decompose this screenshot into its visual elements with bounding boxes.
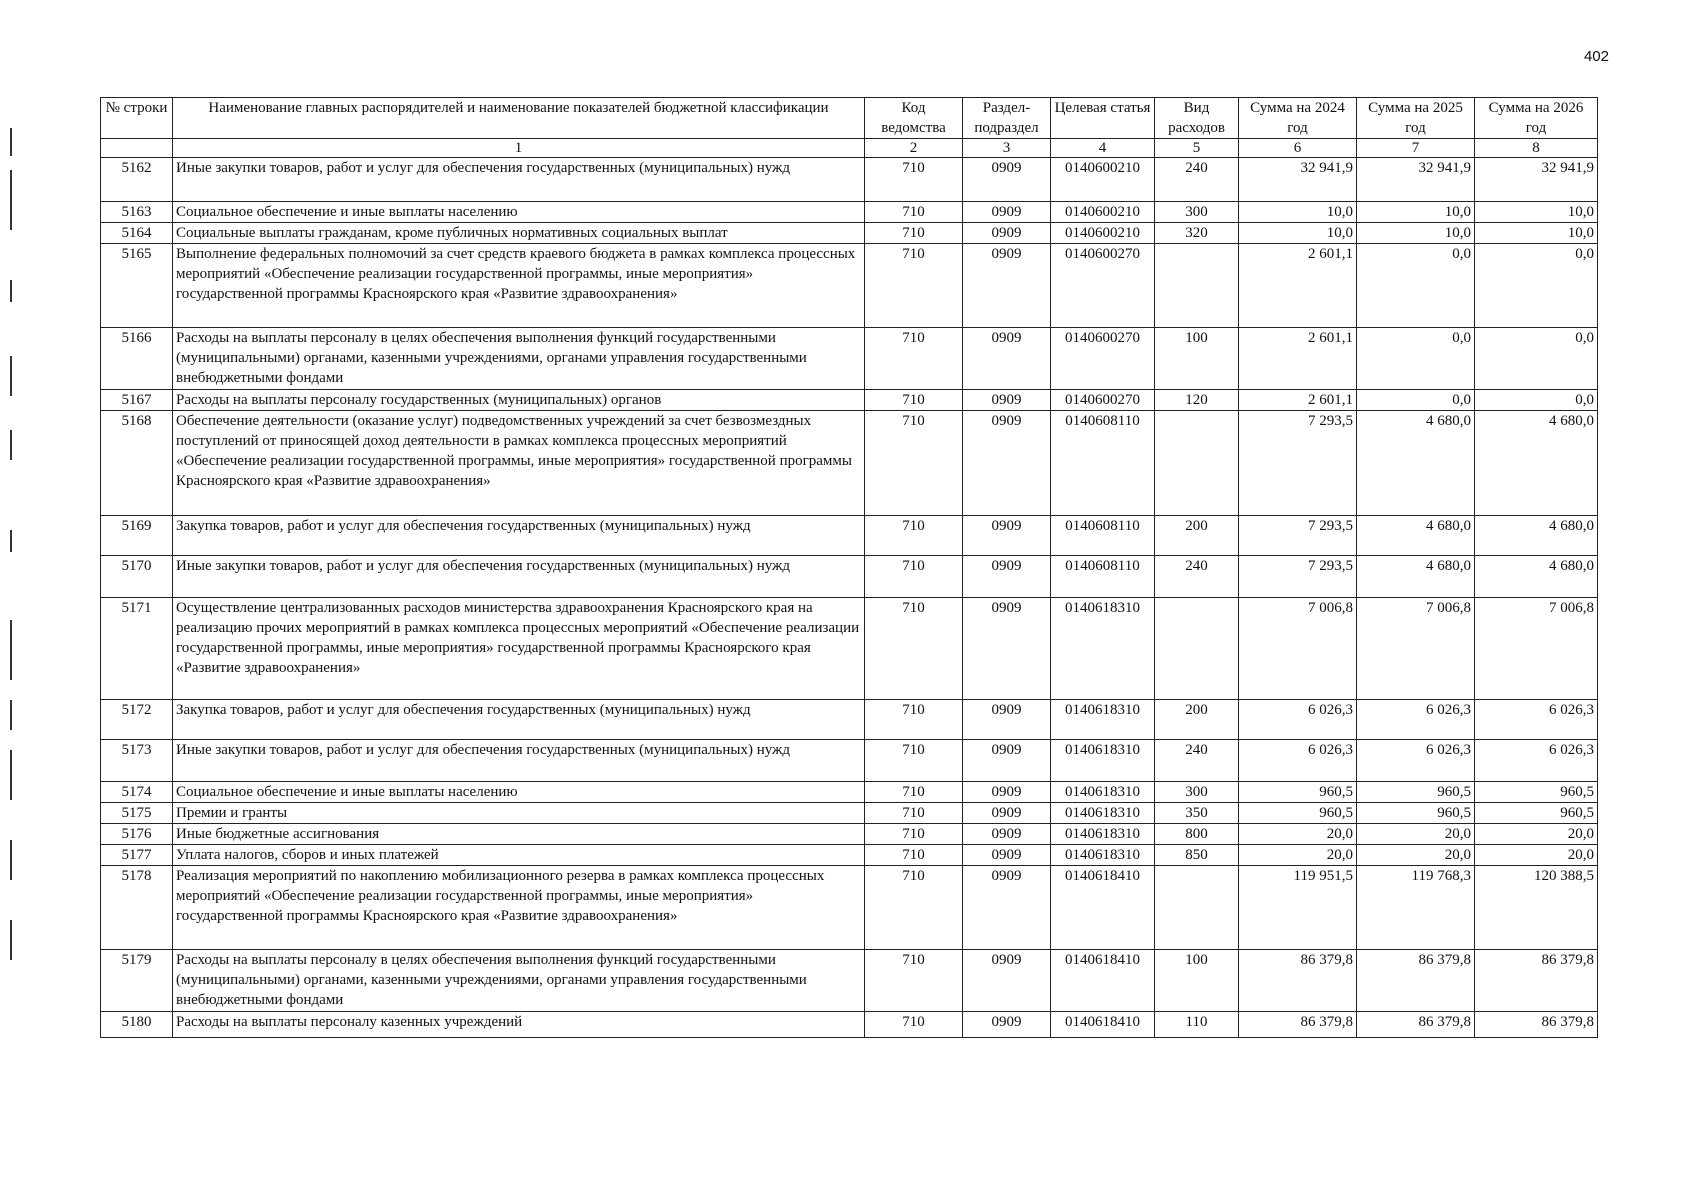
table-row bbox=[101, 824, 1598, 845]
row-target: 0140618310 bbox=[1051, 598, 1155, 700]
row-name: Закупка товаров, работ и услуг для обеспечения государственных (муниципальных) нужд bbox=[173, 700, 865, 740]
row-sum-2025: 119 768,3 bbox=[1357, 866, 1475, 950]
row-dept-code: 710 bbox=[865, 824, 963, 845]
row-number: 5170 bbox=[101, 556, 173, 598]
row-dept-code: 710 bbox=[865, 411, 963, 516]
row-expense-type: 300 bbox=[1155, 202, 1239, 223]
row-number: 5172 bbox=[101, 700, 173, 740]
table-row bbox=[101, 700, 1598, 740]
row-number: 5175 bbox=[101, 803, 173, 824]
row-number: 5173 bbox=[101, 740, 173, 782]
column-index: 7 bbox=[1357, 139, 1475, 158]
row-sum-2026: 960,5 bbox=[1475, 803, 1598, 824]
row-name: Расходы на выплаты персоналу казенных учреждений bbox=[173, 1012, 865, 1038]
row-sum-2026: 960,5 bbox=[1475, 782, 1598, 803]
row-dept-code: 710 bbox=[865, 803, 963, 824]
row-dept-code: 710 bbox=[865, 700, 963, 740]
row-target: 0140618410 bbox=[1051, 950, 1155, 1012]
row-section: 0909 bbox=[963, 782, 1051, 803]
column-index: 8 bbox=[1475, 139, 1598, 158]
row-section: 0909 bbox=[963, 824, 1051, 845]
row-number: 5177 bbox=[101, 845, 173, 866]
row-expense-type bbox=[1155, 866, 1239, 950]
row-expense-type: 300 bbox=[1155, 782, 1239, 803]
row-expense-type: 240 bbox=[1155, 556, 1239, 598]
row-sum-2024: 6 026,3 bbox=[1239, 700, 1357, 740]
row-section: 0909 bbox=[963, 158, 1051, 202]
row-target: 0140618310 bbox=[1051, 700, 1155, 740]
row-dept-code: 710 bbox=[865, 244, 963, 328]
row-name: Реализация мероприятий по накоплению мобилизационного резерва в рамках комплекса процессных мероприятий «Обеспечение реализации государственной программы, иные мероприятия» государственной программы Красноярского края «Развитие здравоохранения» bbox=[173, 866, 865, 950]
row-name: Осуществление централизованных расходов министерства здравоохранения Красноярского края на реализацию прочих мероприятий в рамках комплекса процессных мероприятий «Обеспечение реализации государственной программы, иные мероприятия» государственной программы Красноярского края «Развитие здравоохранения» bbox=[173, 598, 865, 700]
row-sum-2024: 7 293,5 bbox=[1239, 556, 1357, 598]
scan-edge-mark bbox=[10, 840, 12, 880]
row-expense-type: 200 bbox=[1155, 516, 1239, 556]
row-sum-2025: 86 379,8 bbox=[1357, 1012, 1475, 1038]
table-row bbox=[101, 202, 1598, 223]
row-section: 0909 bbox=[963, 244, 1051, 328]
row-sum-2025: 7 006,8 bbox=[1357, 598, 1475, 700]
header-expense-type: Вид расходов bbox=[1155, 98, 1239, 139]
row-dept-code: 710 bbox=[865, 740, 963, 782]
column-index-row bbox=[101, 139, 1598, 158]
table-body bbox=[101, 158, 1598, 1038]
column-index-blank bbox=[101, 139, 173, 158]
row-dept-code: 710 bbox=[865, 556, 963, 598]
row-sum-2025: 960,5 bbox=[1357, 803, 1475, 824]
row-sum-2026: 86 379,8 bbox=[1475, 1012, 1598, 1038]
page-number: 402 bbox=[1583, 48, 1609, 65]
header-dept-code: Код ведомства bbox=[865, 98, 963, 139]
table-row bbox=[101, 782, 1598, 803]
row-sum-2026: 10,0 bbox=[1475, 202, 1598, 223]
row-sum-2024: 960,5 bbox=[1239, 803, 1357, 824]
row-section: 0909 bbox=[963, 390, 1051, 411]
row-number: 5164 bbox=[101, 223, 173, 244]
row-name: Расходы на выплаты персоналу в целях обеспечения выполнения функций государственными (муниципальными) органами, казенными учреждениями, органами управления государственными внебюджетными фондами bbox=[173, 950, 865, 1012]
header-target: Целевая статья bbox=[1051, 98, 1155, 139]
row-sum-2024: 119 951,5 bbox=[1239, 866, 1357, 950]
row-sum-2024: 86 379,8 bbox=[1239, 1012, 1357, 1038]
row-target: 0140608110 bbox=[1051, 516, 1155, 556]
row-sum-2024: 86 379,8 bbox=[1239, 950, 1357, 1012]
table-row bbox=[101, 803, 1598, 824]
row-sum-2026: 20,0 bbox=[1475, 824, 1598, 845]
row-target: 0140600270 bbox=[1051, 328, 1155, 390]
row-sum-2025: 0,0 bbox=[1357, 244, 1475, 328]
row-section: 0909 bbox=[963, 1012, 1051, 1038]
row-sum-2024: 7 293,5 bbox=[1239, 516, 1357, 556]
row-target: 0140618410 bbox=[1051, 1012, 1155, 1038]
scan-edge-mark bbox=[10, 128, 12, 156]
scan-edge-mark bbox=[10, 356, 12, 396]
row-expense-type: 200 bbox=[1155, 700, 1239, 740]
row-target: 0140608110 bbox=[1051, 411, 1155, 516]
row-sum-2025: 4 680,0 bbox=[1357, 556, 1475, 598]
row-target: 0140618310 bbox=[1051, 740, 1155, 782]
row-target: 0140618310 bbox=[1051, 803, 1155, 824]
row-number: 5176 bbox=[101, 824, 173, 845]
header-sum-2024: Сумма на 2024 год bbox=[1239, 98, 1357, 139]
row-section: 0909 bbox=[963, 845, 1051, 866]
row-section: 0909 bbox=[963, 598, 1051, 700]
row-sum-2025: 0,0 bbox=[1357, 328, 1475, 390]
scan-edge-mark bbox=[10, 700, 12, 730]
row-sum-2025: 10,0 bbox=[1357, 202, 1475, 223]
row-sum-2024: 7 293,5 bbox=[1239, 411, 1357, 516]
row-section: 0909 bbox=[963, 223, 1051, 244]
row-name: Уплата налогов, сборов и иных платежей bbox=[173, 845, 865, 866]
row-sum-2026: 10,0 bbox=[1475, 223, 1598, 244]
row-name: Расходы на выплаты персоналу государственных (муниципальных) органов bbox=[173, 390, 865, 411]
row-number: 5169 bbox=[101, 516, 173, 556]
table-row bbox=[101, 328, 1598, 390]
column-index: 3 bbox=[963, 139, 1051, 158]
row-sum-2025: 20,0 bbox=[1357, 824, 1475, 845]
table-row bbox=[101, 556, 1598, 598]
row-sum-2026: 4 680,0 bbox=[1475, 516, 1598, 556]
row-number: 5167 bbox=[101, 390, 173, 411]
row-sum-2026: 0,0 bbox=[1475, 328, 1598, 390]
row-sum-2026: 32 941,9 bbox=[1475, 158, 1598, 202]
row-sum-2025: 20,0 bbox=[1357, 845, 1475, 866]
row-name: Иные закупки товаров, работ и услуг для обеспечения государственных (муниципальных) нужд bbox=[173, 158, 865, 202]
row-target: 0140618310 bbox=[1051, 824, 1155, 845]
row-target: 0140608110 bbox=[1051, 556, 1155, 598]
row-name: Иные закупки товаров, работ и услуг для обеспечения государственных (муниципальных) нужд bbox=[173, 740, 865, 782]
row-target: 0140618410 bbox=[1051, 866, 1155, 950]
scan-edge-mark bbox=[10, 620, 12, 680]
row-dept-code: 710 bbox=[865, 516, 963, 556]
row-target: 0140600210 bbox=[1051, 202, 1155, 223]
row-sum-2024: 10,0 bbox=[1239, 223, 1357, 244]
row-expense-type: 240 bbox=[1155, 158, 1239, 202]
row-dept-code: 710 bbox=[865, 950, 963, 1012]
row-sum-2024: 960,5 bbox=[1239, 782, 1357, 803]
row-expense-type bbox=[1155, 244, 1239, 328]
scan-edge-mark bbox=[10, 530, 12, 552]
row-number: 5174 bbox=[101, 782, 173, 803]
row-sum-2026: 0,0 bbox=[1475, 390, 1598, 411]
row-name: Выполнение федеральных полномочий за счет средств краевого бюджета в рамках комплекса процессных мероприятий «Обеспечение реализации государственной программы, иные мероприятия» государственной программы Красноярского края «Развитие здравоохранения» bbox=[173, 244, 865, 328]
scan-edge-mark bbox=[10, 280, 12, 302]
row-sum-2026: 86 379,8 bbox=[1475, 950, 1598, 1012]
row-number: 5180 bbox=[101, 1012, 173, 1038]
row-name: Обеспечение деятельности (оказание услуг) подведомственных учреждений за счет безвозмездных поступлений от приносящей доход деятельности в рамках комплекса процессных мероприятий «Обеспечение реализации государственной программы, иные мероприятия» государственной программы Красноярского края «Развитие здравоохранения» bbox=[173, 411, 865, 516]
row-sum-2026: 4 680,0 bbox=[1475, 411, 1598, 516]
row-name: Закупка товаров, работ и услуг для обеспечения государственных (муниципальных) нужд bbox=[173, 516, 865, 556]
row-section: 0909 bbox=[963, 516, 1051, 556]
row-section: 0909 bbox=[963, 803, 1051, 824]
row-sum-2024: 20,0 bbox=[1239, 845, 1357, 866]
header-name: Наименование главных распорядителей и наименование показателей бюджетной классификации bbox=[173, 98, 865, 139]
row-expense-type bbox=[1155, 598, 1239, 700]
row-dept-code: 710 bbox=[865, 202, 963, 223]
row-section: 0909 bbox=[963, 411, 1051, 516]
table-row bbox=[101, 516, 1598, 556]
scan-edge-mark bbox=[10, 430, 12, 460]
row-sum-2025: 960,5 bbox=[1357, 782, 1475, 803]
column-index: 5 bbox=[1155, 139, 1239, 158]
row-sum-2025: 86 379,8 bbox=[1357, 950, 1475, 1012]
row-dept-code: 710 bbox=[865, 158, 963, 202]
row-dept-code: 710 bbox=[865, 328, 963, 390]
row-number: 5165 bbox=[101, 244, 173, 328]
row-sum-2024: 6 026,3 bbox=[1239, 740, 1357, 782]
row-number: 5178 bbox=[101, 866, 173, 950]
row-expense-type: 110 bbox=[1155, 1012, 1239, 1038]
row-sum-2025: 6 026,3 bbox=[1357, 700, 1475, 740]
row-target: 0140618310 bbox=[1051, 845, 1155, 866]
row-number: 5179 bbox=[101, 950, 173, 1012]
row-sum-2024: 10,0 bbox=[1239, 202, 1357, 223]
row-sum-2025: 4 680,0 bbox=[1357, 516, 1475, 556]
scan-edge-mark bbox=[10, 920, 12, 960]
row-expense-type: 850 bbox=[1155, 845, 1239, 866]
row-sum-2025: 6 026,3 bbox=[1357, 740, 1475, 782]
row-dept-code: 710 bbox=[865, 223, 963, 244]
row-name: Расходы на выплаты персоналу в целях обеспечения выполнения функций государственными (муниципальными) органами, казенными учреждениями, органами управления государственными внебюджетными фондами bbox=[173, 328, 865, 390]
row-expense-type: 800 bbox=[1155, 824, 1239, 845]
scan-edge-mark bbox=[10, 750, 12, 800]
header-sum-2026: Сумма на 2026 год bbox=[1475, 98, 1598, 139]
table-row bbox=[101, 244, 1598, 328]
table-row bbox=[101, 740, 1598, 782]
table-row bbox=[101, 411, 1598, 516]
scan-edge-mark bbox=[10, 170, 12, 230]
row-section: 0909 bbox=[963, 556, 1051, 598]
row-name: Социальное обеспечение и иные выплаты населению bbox=[173, 782, 865, 803]
row-target: 0140600210 bbox=[1051, 223, 1155, 244]
row-target: 0140600210 bbox=[1051, 158, 1155, 202]
row-sum-2026: 7 006,8 bbox=[1475, 598, 1598, 700]
budget-table bbox=[100, 97, 1598, 1038]
row-sum-2026: 6 026,3 bbox=[1475, 700, 1598, 740]
row-section: 0909 bbox=[963, 700, 1051, 740]
row-sum-2026: 120 388,5 bbox=[1475, 866, 1598, 950]
row-section: 0909 bbox=[963, 328, 1051, 390]
row-number: 5162 bbox=[101, 158, 173, 202]
row-number: 5171 bbox=[101, 598, 173, 700]
row-target: 0140600270 bbox=[1051, 244, 1155, 328]
row-number: 5168 bbox=[101, 411, 173, 516]
table-row bbox=[101, 845, 1598, 866]
row-sum-2024: 32 941,9 bbox=[1239, 158, 1357, 202]
row-number: 5166 bbox=[101, 328, 173, 390]
row-expense-type: 120 bbox=[1155, 390, 1239, 411]
column-index: 2 bbox=[865, 139, 963, 158]
row-target: 0140618310 bbox=[1051, 782, 1155, 803]
table-row bbox=[101, 1012, 1598, 1038]
row-expense-type bbox=[1155, 411, 1239, 516]
row-sum-2025: 32 941,9 bbox=[1357, 158, 1475, 202]
row-sum-2024: 2 601,1 bbox=[1239, 244, 1357, 328]
row-sum-2026: 20,0 bbox=[1475, 845, 1598, 866]
table-header-row bbox=[101, 98, 1598, 139]
row-sum-2024: 2 601,1 bbox=[1239, 328, 1357, 390]
row-expense-type: 320 bbox=[1155, 223, 1239, 244]
row-sum-2025: 4 680,0 bbox=[1357, 411, 1475, 516]
row-section: 0909 bbox=[963, 866, 1051, 950]
row-name: Социальное обеспечение и иные выплаты населению bbox=[173, 202, 865, 223]
row-number: 5163 bbox=[101, 202, 173, 223]
row-name: Социальные выплаты гражданам, кроме публичных нормативных социальных выплат bbox=[173, 223, 865, 244]
row-sum-2025: 0,0 bbox=[1357, 390, 1475, 411]
row-sum-2024: 20,0 bbox=[1239, 824, 1357, 845]
row-sum-2025: 10,0 bbox=[1357, 223, 1475, 244]
row-name: Премии и гранты bbox=[173, 803, 865, 824]
header-row-no: № строки bbox=[101, 98, 173, 139]
row-sum-2026: 6 026,3 bbox=[1475, 740, 1598, 782]
row-expense-type: 240 bbox=[1155, 740, 1239, 782]
header-sum-2025: Сумма на 2025 год bbox=[1357, 98, 1475, 139]
row-dept-code: 710 bbox=[865, 866, 963, 950]
row-sum-2026: 4 680,0 bbox=[1475, 556, 1598, 598]
row-section: 0909 bbox=[963, 202, 1051, 223]
row-section: 0909 bbox=[963, 740, 1051, 782]
table-row bbox=[101, 598, 1598, 700]
row-dept-code: 710 bbox=[865, 390, 963, 411]
row-expense-type: 100 bbox=[1155, 950, 1239, 1012]
row-dept-code: 710 bbox=[865, 598, 963, 700]
column-index: 6 bbox=[1239, 139, 1357, 158]
row-sum-2026: 0,0 bbox=[1475, 244, 1598, 328]
table-row bbox=[101, 223, 1598, 244]
table-row bbox=[101, 390, 1598, 411]
column-index: 1 bbox=[173, 139, 865, 158]
table-row bbox=[101, 158, 1598, 202]
header-section: Раздел-подраздел bbox=[963, 98, 1051, 139]
row-dept-code: 710 bbox=[865, 845, 963, 866]
table-row bbox=[101, 866, 1598, 950]
row-name: Иные закупки товаров, работ и услуг для обеспечения государственных (муниципальных) нужд bbox=[173, 556, 865, 598]
row-expense-type: 350 bbox=[1155, 803, 1239, 824]
row-sum-2024: 7 006,8 bbox=[1239, 598, 1357, 700]
row-section: 0909 bbox=[963, 950, 1051, 1012]
table-row bbox=[101, 950, 1598, 1012]
row-expense-type: 100 bbox=[1155, 328, 1239, 390]
row-dept-code: 710 bbox=[865, 1012, 963, 1038]
row-dept-code: 710 bbox=[865, 782, 963, 803]
row-target: 0140600270 bbox=[1051, 390, 1155, 411]
row-sum-2024: 2 601,1 bbox=[1239, 390, 1357, 411]
column-index: 4 bbox=[1051, 139, 1155, 158]
row-name: Иные бюджетные ассигнования bbox=[173, 824, 865, 845]
